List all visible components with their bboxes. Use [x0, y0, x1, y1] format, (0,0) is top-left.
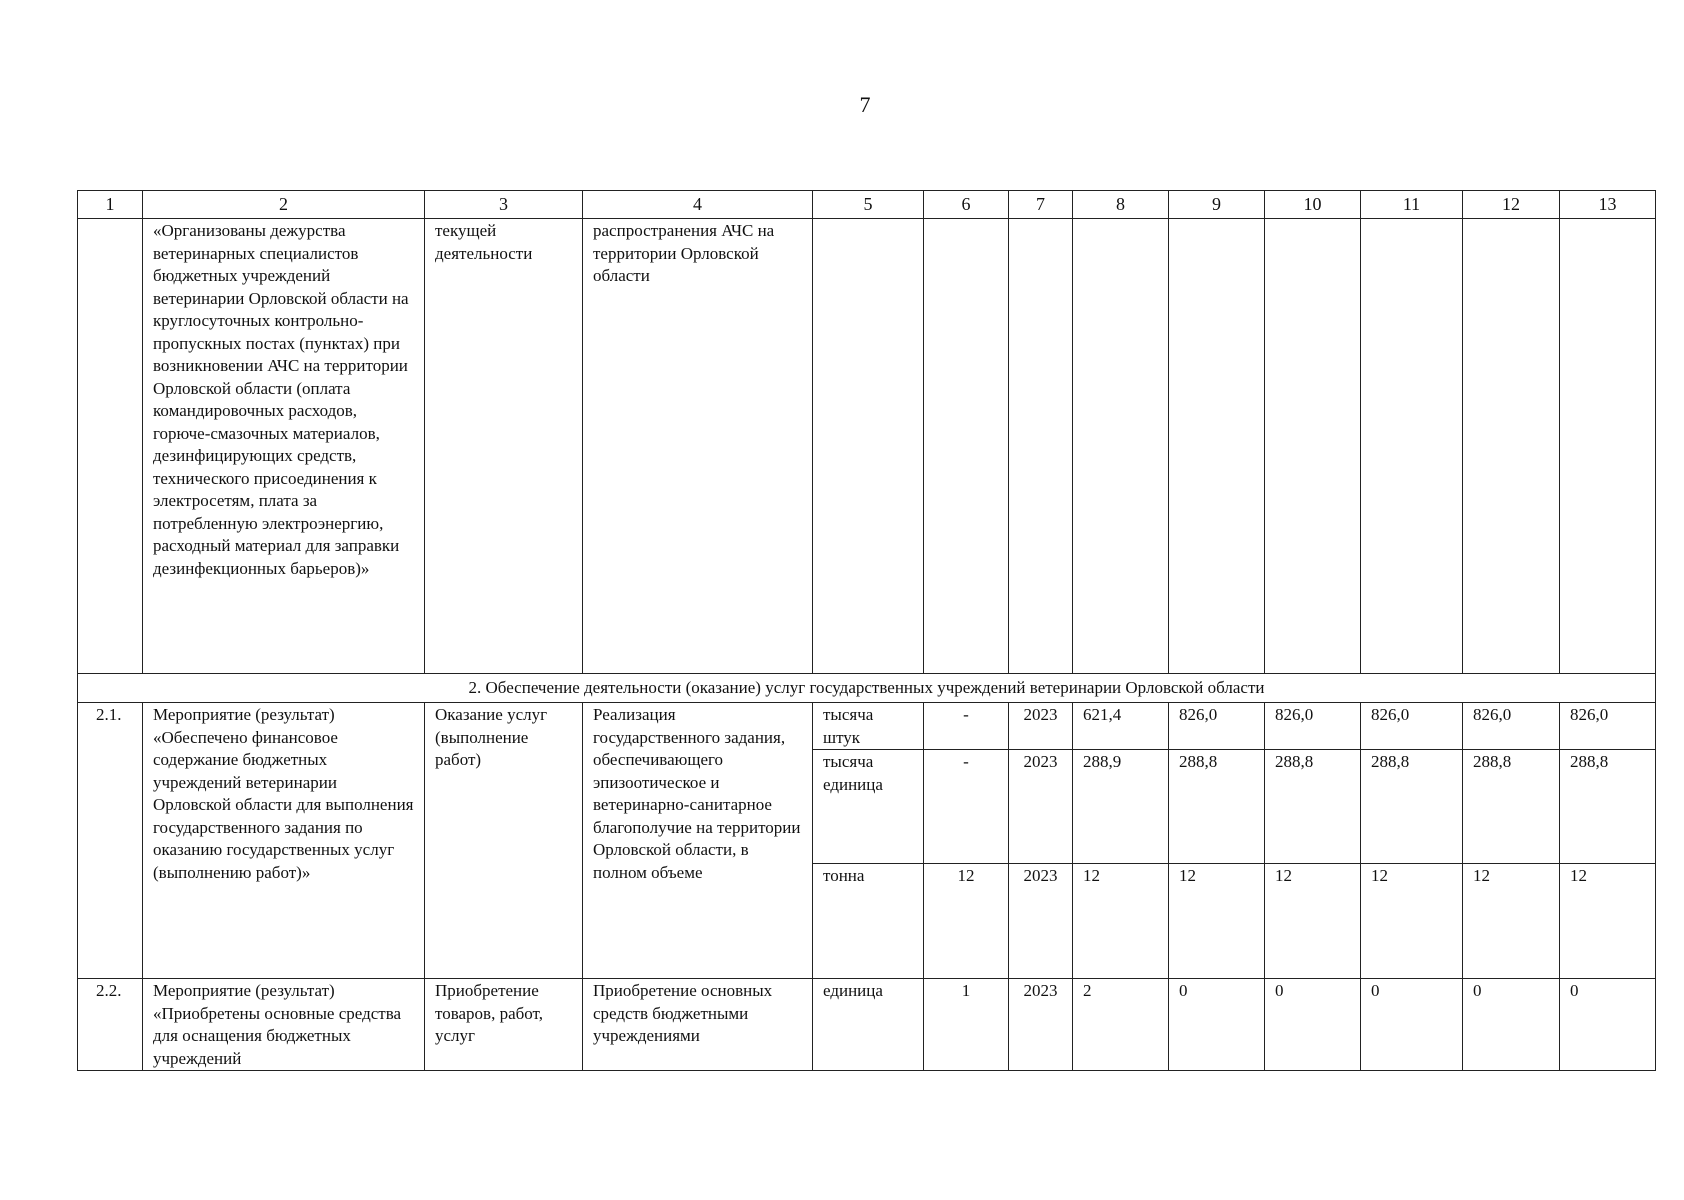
value-cell: 12 — [1169, 864, 1265, 979]
empty-cell — [1265, 219, 1361, 674]
value-cell: 288,8 — [1463, 750, 1560, 864]
value-cell: 12 — [1073, 864, 1169, 979]
base-year-cell: 2023 — [1009, 864, 1073, 979]
base-value-cell: - — [924, 750, 1009, 864]
header-cell: 4 — [583, 191, 813, 219]
header-cell: 6 — [924, 191, 1009, 219]
base-value-cell: 12 — [924, 864, 1009, 979]
value-cell: 826,0 — [1169, 703, 1265, 750]
table-row — [78, 219, 1656, 674]
unit-cell: единица — [813, 979, 924, 1071]
value-cell: 12 — [1560, 864, 1656, 979]
value-cell: 12 — [1265, 864, 1361, 979]
value-cell: 0 — [1463, 979, 1560, 1071]
value-cell: 826,0 — [1361, 703, 1463, 750]
section-title: 2. Обеспечение деятельности (оказание) услуг государственных учреждений ветеринарии Орловской области — [78, 674, 1656, 703]
row-number: 2.1. — [78, 703, 143, 979]
page-number: 7 — [859, 92, 871, 117]
header-cell: 5 — [813, 191, 924, 219]
header-cell: 9 — [1169, 191, 1265, 219]
value-cell: 12 — [1463, 864, 1560, 979]
characteristic-cell: Приобретение основных средств бюджетными учреждениями — [583, 979, 813, 1071]
header-cell: 12 — [1463, 191, 1560, 219]
value-cell: 288,9 — [1073, 750, 1169, 864]
empty-cell — [1560, 219, 1656, 674]
empty-cell — [1169, 219, 1265, 674]
characteristic-cell: Реализация государственного задания, обеспечивающего эпизоотическое и ветеринарно-санитарное благополучие на территории Орловской области, в полном объеме — [583, 703, 813, 979]
empty-cell — [924, 219, 1009, 674]
data-table — [77, 190, 1656, 1071]
value-cell: 288,8 — [1560, 750, 1656, 864]
empty-cell — [1361, 219, 1463, 674]
empty-cell — [813, 219, 924, 674]
section-row — [78, 674, 1656, 703]
header-cell: 10 — [1265, 191, 1361, 219]
type-cell: Оказание услуг (выполнение работ) — [425, 703, 583, 979]
header-cell: 8 — [1073, 191, 1169, 219]
empty-cell — [1073, 219, 1169, 674]
table-row — [78, 979, 1656, 1071]
value-cell: 0 — [1265, 979, 1361, 1071]
base-value-cell: - — [924, 703, 1009, 750]
unit-cell: тысяча штук — [813, 703, 924, 750]
value-cell: 0 — [1169, 979, 1265, 1071]
measure-cell: Мероприятие (результат) «Обеспечено финансовое содержание бюджетных учреждений ветеринарии Орловской области для выполнения государственного задания по оказанию государственных услуг (выполнению работ)» — [143, 703, 425, 979]
type-cell: Приобретение товаров, работ, услуг — [425, 979, 583, 1071]
base-value-cell: 1 — [924, 979, 1009, 1071]
header-cell: 13 — [1560, 191, 1656, 219]
unit-cell: тонна — [813, 864, 924, 979]
value-cell: 288,8 — [1169, 750, 1265, 864]
value-cell: 0 — [1560, 979, 1656, 1071]
value-cell: 621,4 — [1073, 703, 1169, 750]
empty-cell — [1009, 219, 1073, 674]
value-cell: 826,0 — [1265, 703, 1361, 750]
row-number-cell — [78, 219, 143, 674]
type-cell: текущей деятельности — [425, 219, 583, 674]
value-cell: 0 — [1361, 979, 1463, 1071]
header-cell: 3 — [425, 191, 583, 219]
value-cell: 2 — [1073, 979, 1169, 1071]
header-cell: 7 — [1009, 191, 1073, 219]
table-row — [78, 703, 1656, 750]
value-cell: 288,8 — [1265, 750, 1361, 864]
value-cell: 288,8 — [1361, 750, 1463, 864]
value-cell: 826,0 — [1560, 703, 1656, 750]
base-year-cell: 2023 — [1009, 750, 1073, 864]
value-cell: 12 — [1361, 864, 1463, 979]
base-year-cell: 2023 — [1009, 703, 1073, 750]
empty-cell — [1463, 219, 1560, 674]
header-row — [78, 191, 1656, 219]
value-cell: 826,0 — [1463, 703, 1560, 750]
unit-cell: тысяча единица — [813, 750, 924, 864]
measure-cell: «Организованы дежурства ветеринарных специалистов бюджетных учреждений ветеринарии Орловской области на круглосуточных контрольно-пропускных постах (пунктах) при возникновении АЧС на территории Орловской области (оплата командировочных расходов, горюче-смазочных материалов, дезинфицирующих средств, технического присоединения к электросетям, плата за потребленную электроэнергию, расходный материал для заправки дезинфекционных барьеров)» — [143, 219, 425, 674]
header-cell: 11 — [1361, 191, 1463, 219]
row-number: 2.2. — [78, 979, 143, 1071]
header-cell: 2 — [143, 191, 425, 219]
base-year-cell: 2023 — [1009, 979, 1073, 1071]
header-cell: 1 — [78, 191, 143, 219]
measure-cell: Мероприятие (результат) «Приобретены основные средства для оснащения бюджетных учреждений — [143, 979, 425, 1071]
characteristic-cell: распространения АЧС на территории Орловской области — [583, 219, 813, 674]
